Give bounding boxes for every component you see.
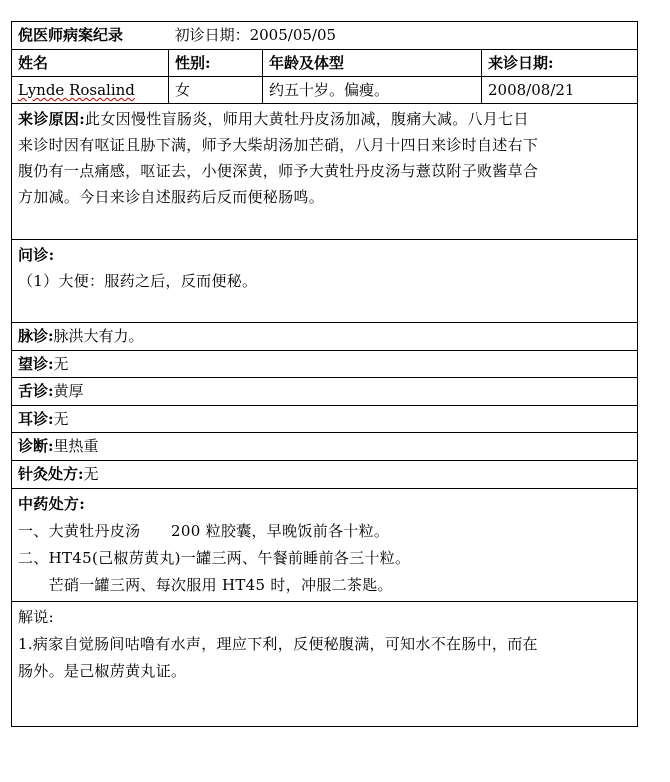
herbal-label: 中药处方:	[18, 495, 86, 513]
herbal-section	[12, 489, 637, 602]
diagnosis-value: 里热重	[53, 437, 99, 455]
patient-value-row	[12, 77, 637, 104]
reason-line: 此女因慢性盲肠炎，师用大黄牡丹皮汤加减，腹痛大减。八月七日	[85, 110, 529, 128]
name-label: 姓名	[12, 50, 169, 76]
observe-row	[12, 351, 637, 378]
acupuncture-row	[12, 461, 637, 489]
ear-row	[12, 406, 637, 433]
ear-label: 耳诊:	[18, 410, 54, 428]
pulse-row	[12, 323, 637, 351]
visit-date-label: 来诊日期:	[488, 54, 554, 72]
visit-date: 2008/08/21	[488, 81, 575, 99]
record-title: 倪医师病案纪录	[18, 26, 124, 44]
explanation-line: 肠外。是己椒苈黄丸证。	[18, 662, 187, 680]
patient-gender: 女	[169, 77, 263, 103]
patient-label-row	[12, 50, 637, 77]
tongue-value: 黄厚	[53, 382, 84, 400]
inquiry-line: （1）大便：服药之后，反而便秘。	[18, 272, 258, 290]
explanation-line: 1.病家自觉肠间咕噜有水声，理应下利，反便秘腹满，可知水不在肠中，而在	[18, 635, 538, 653]
ear-value: 无	[53, 410, 69, 428]
reason-label: 来诊原因:	[18, 110, 86, 128]
patient-name: Lynde Rosalind	[18, 81, 135, 99]
tongue-row	[12, 378, 637, 406]
explanation-section	[12, 602, 637, 726]
explanation-label: 解说:	[18, 608, 54, 626]
pulse-label: 脉诊:	[18, 327, 54, 345]
acupuncture-value: 无	[83, 465, 99, 483]
patient-age: 约五十岁。偏瘦。	[263, 77, 482, 103]
diagnosis-row	[12, 433, 637, 461]
first-visit-date: 2005/05/05	[249, 26, 337, 44]
pulse-value: 脉洪大有力。	[53, 327, 144, 345]
reason-line: 腹仍有一点痛感，呕证去，小便深黄，师予大黄牡丹皮汤与薏苡附子败酱草合	[18, 162, 539, 180]
gender-label: 性别:	[169, 50, 263, 76]
inquiry-section	[12, 240, 637, 323]
header-row	[12, 22, 637, 50]
tongue-label: 舌诊:	[18, 382, 54, 400]
reason-section	[12, 104, 637, 240]
acupuncture-label: 针灸处方:	[18, 465, 84, 483]
herbal-line: 二、HT45(己椒苈黄丸)一罐三两、午餐前睡前各三十粒。	[18, 549, 411, 567]
herbal-line: 芒硝一罐三两、每次服用 HT45 时，冲服二茶匙。	[18, 576, 393, 594]
reason-line: 来诊时因有呕证且胁下满，师予大柴胡汤加芒硝，八月十四日来诊时自述右下	[18, 136, 539, 154]
observe-label: 望诊:	[18, 355, 54, 373]
reason-line: 方加减。今日来诊自述服药后反而便秘肠鸣。	[18, 188, 325, 206]
first-visit-label: 初诊日期：	[174, 26, 250, 44]
herbal-line: 一、大黄牡丹皮汤 200 粒胶囊，早晚饭前各十粒。	[18, 522, 390, 540]
inquiry-label: 问诊:	[18, 246, 55, 264]
medical-record-form	[11, 21, 638, 727]
diagnosis-label: 诊断:	[18, 437, 54, 455]
observe-value: 无	[53, 355, 69, 373]
age-label: 年龄及体型	[263, 50, 482, 76]
